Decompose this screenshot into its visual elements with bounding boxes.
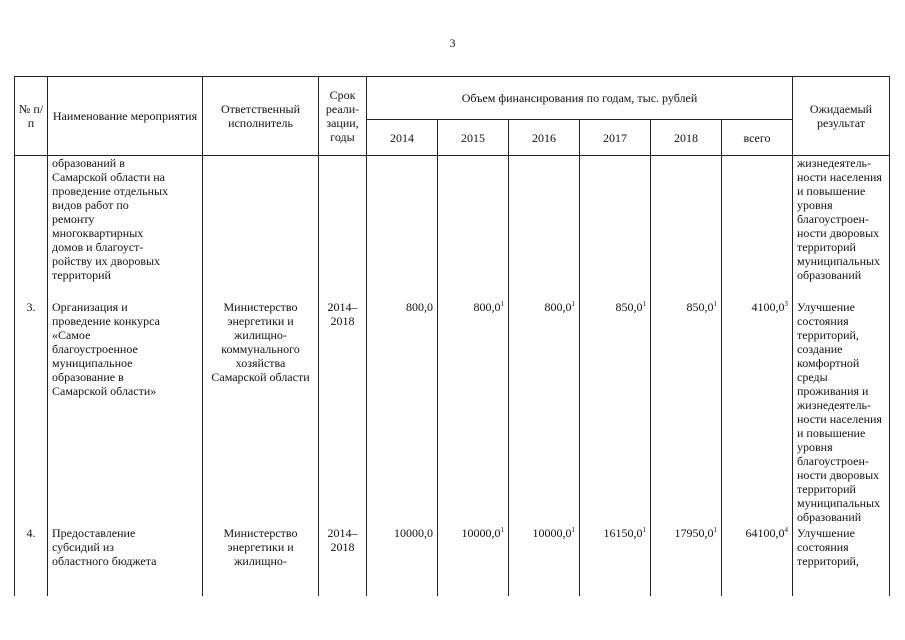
row-term: 2014– 2018 — [319, 526, 367, 596]
table-row-continuation — [15, 156, 890, 301]
row-value: 10000,0 — [367, 526, 438, 596]
row-result: Улучшение состояния территорий, создание комфортной среды проживания и жизнедеятель- ности населения и повышение уровня благоустроен- ности дворовых территорий муниципальных образований — [793, 300, 890, 526]
header-financing: Объем финансирования по годам, тыс. рублей — [367, 77, 793, 120]
header-year: 2015 — [438, 120, 509, 156]
row-value: 17950,0$^1$ — [651, 526, 722, 596]
row-number: 4. — [15, 526, 48, 596]
row-value: 850,0$^1$ — [651, 300, 722, 526]
header-term: Срок реали-зации, годы — [319, 77, 367, 156]
row-value-total: 4100,0$^3$ — [722, 300, 793, 526]
row-value-total: 64100,0$^4$ — [722, 526, 793, 596]
table-row — [15, 526, 890, 596]
header-name: Наименование мероприятия — [48, 77, 203, 156]
row-name: Предоставление субсидий из областного бюджета — [48, 526, 203, 596]
row-value: 800,0$^1$ — [509, 300, 580, 526]
row-executor: Министерство энергетики и жилищно- коммунального хозяйства Самарской области — [203, 300, 319, 526]
header-executor: Ответственный исполнитель — [203, 77, 319, 156]
row-executor: Министерство энергетики и жилищно- — [203, 526, 319, 596]
header-year: 2017 — [580, 120, 651, 156]
row-value: 800,0 — [367, 300, 438, 526]
table-row — [15, 300, 890, 526]
row-value: 850,0$^1$ — [580, 300, 651, 526]
row-number: 3. — [15, 300, 48, 526]
row-term: 2014– 2018 — [319, 300, 367, 526]
row-value: 10000,0$^1$ — [438, 526, 509, 596]
continuation-result: жизнедеятель- ности населения и повышение уровня благоустроен- ности дворовых территорий муниципальных образований — [793, 156, 890, 301]
row-value: 16150,0$^1$ — [580, 526, 651, 596]
row-name: Организация и проведение конкурса «Самое благоустроенное муниципальное образование в Самарской области» — [48, 300, 203, 526]
header-year-total: всего — [722, 120, 793, 156]
header-result: Ожидаемый результат — [793, 77, 890, 156]
header-no: № п/п — [15, 77, 48, 156]
continuation-name: образований в Самарской области на проведение отдельных видов работ по ремонту многоквартирных домов и благоуст- ройству их дворовых территорий — [48, 156, 203, 301]
financing-table — [14, 76, 890, 596]
page-number: 3 — [449, 36, 456, 50]
row-value: 10000,0$^1$ — [509, 526, 580, 596]
row-value: 800,0$^1$ — [438, 300, 509, 526]
row-result: Улучшение состояния территорий, — [793, 526, 890, 596]
header-year: 2014 — [367, 120, 438, 156]
header-year: 2018 — [651, 120, 722, 156]
header-year: 2016 — [509, 120, 580, 156]
